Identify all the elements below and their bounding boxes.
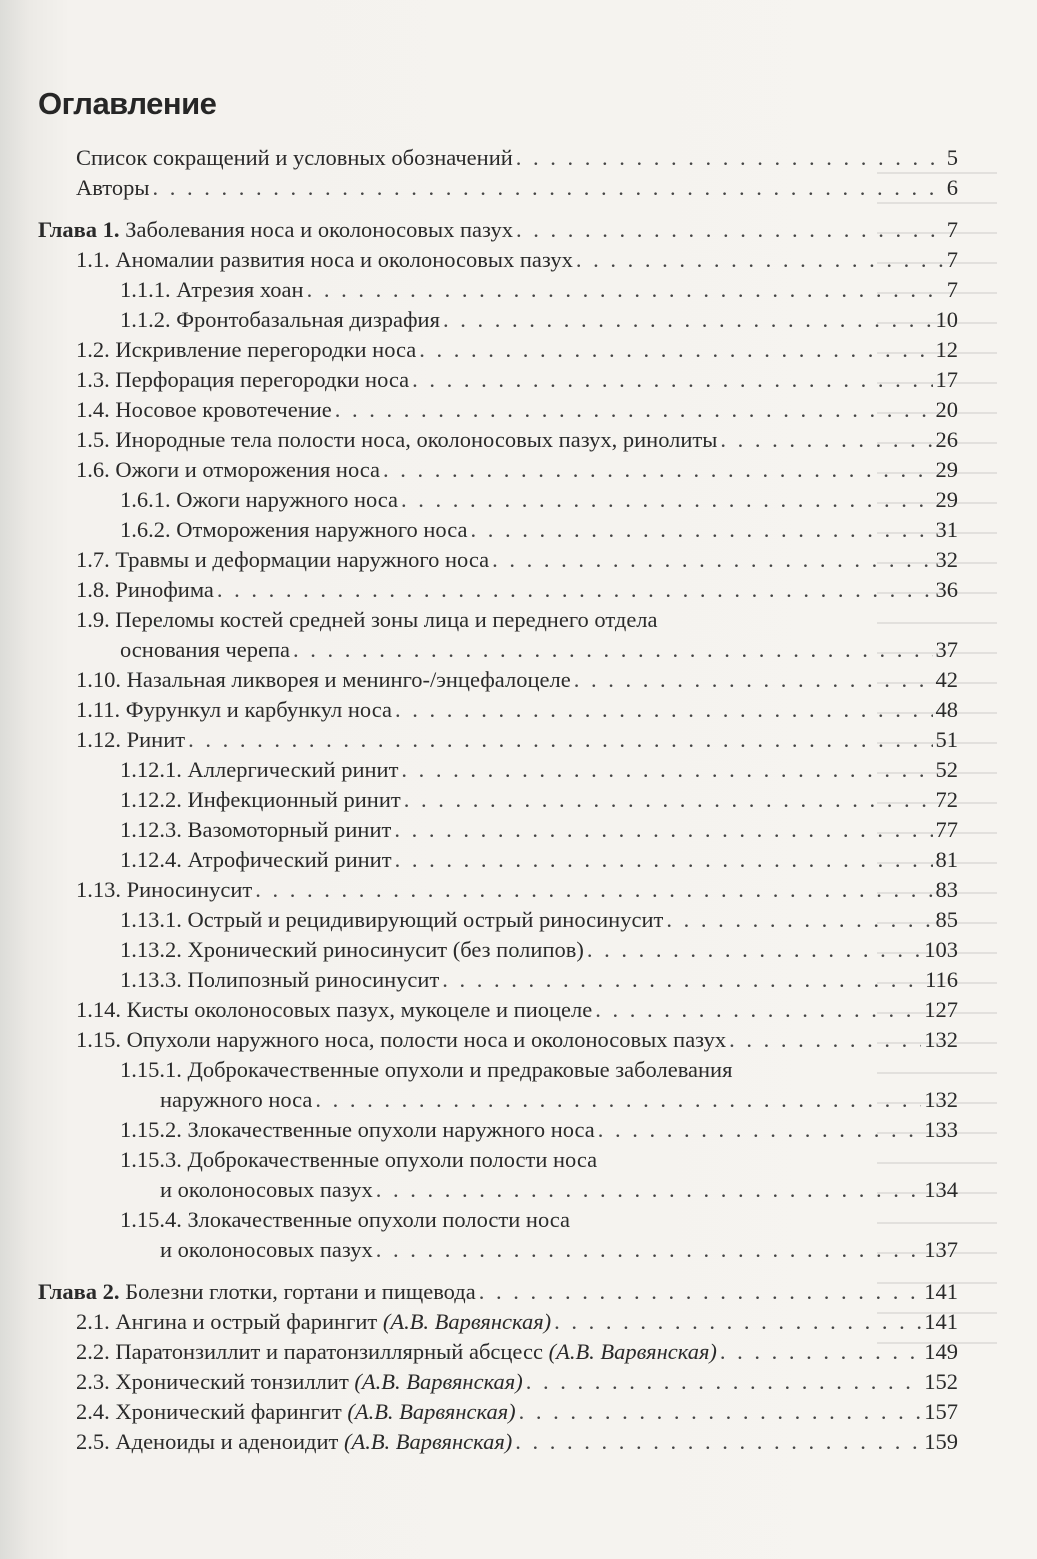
dot-leader	[720, 1337, 921, 1367]
toc-entry[interactable]	[38, 1307, 958, 1337]
entry-title	[76, 575, 214, 605]
toc-entry[interactable]	[38, 1115, 958, 1145]
dot-leader	[595, 995, 921, 1025]
dot-leader	[729, 1025, 921, 1055]
entry-text: 1.15.2. Злокачественные опухоли наружного носа	[120, 1117, 595, 1142]
dot-leader	[383, 455, 932, 485]
entry-title	[76, 173, 149, 203]
toc-entry[interactable]	[38, 143, 958, 173]
page-number: 133	[924, 1117, 958, 1142]
page-number: 29	[935, 487, 958, 512]
toc-entry[interactable]	[38, 173, 958, 203]
dot-leader	[598, 1115, 921, 1145]
toc-entry[interactable]	[38, 905, 958, 935]
toc-entry[interactable]	[38, 1367, 958, 1397]
page-number: 141	[924, 1279, 958, 1304]
entry-title-continuation	[38, 1085, 958, 1115]
entry-text: 1.13. Риносинусит	[76, 877, 253, 902]
dot-leader	[404, 785, 933, 815]
toc-entry[interactable]	[38, 695, 958, 725]
entry-title	[120, 785, 401, 815]
dot-leader	[217, 575, 933, 605]
toc-entry[interactable]	[38, 365, 958, 395]
chapter-label: Глава 2.	[38, 1279, 120, 1304]
entry-title	[76, 365, 409, 395]
page-number: 127	[924, 997, 958, 1022]
entry-title	[76, 425, 717, 455]
toc-entry[interactable]	[38, 1025, 958, 1055]
page-number: 134	[924, 1177, 958, 1202]
page-number: 132	[924, 1027, 958, 1052]
dot-leader	[492, 545, 932, 575]
entry-text: 1.6.2. Отморожения наружного носа	[120, 517, 468, 542]
chapter-entry[interactable]	[38, 215, 958, 245]
entry-text: 1.5. Инородные тела полости носа, околоносовых пазух, ринолиты	[76, 427, 718, 452]
dot-leader	[519, 1397, 922, 1427]
toc-entry[interactable]	[38, 725, 958, 755]
entry-title	[120, 845, 392, 875]
entry-text: 2.1. Ангина и острый фарингит	[76, 1309, 378, 1334]
entry-text: 2.4. Хронический фарингит	[76, 1399, 342, 1424]
page-number: 85	[935, 907, 958, 932]
entry-title-line2: основания черепа	[120, 637, 291, 662]
toc-entry[interactable]	[38, 965, 958, 995]
entry-title	[76, 1367, 523, 1397]
toc-entry[interactable]	[38, 755, 958, 785]
entry-author: (А.В. Варвянская)	[347, 1399, 516, 1424]
page-number: 83	[935, 877, 958, 902]
entry-title-line2: наружного носа	[160, 1087, 313, 1112]
page-number: 10	[935, 307, 958, 332]
toc-entry[interactable]	[38, 995, 958, 1025]
entry-text: 1.4. Носовое кровотечение	[76, 397, 332, 422]
entry-title	[120, 905, 663, 935]
entry-title	[120, 275, 304, 305]
page-number: 26	[935, 427, 958, 452]
toc-entry[interactable]	[38, 1427, 958, 1457]
entry-title: 1.15.4. Злокачественные опухоли полости носа	[120, 1207, 570, 1232]
page-number: 7	[946, 277, 958, 302]
toc-entry[interactable]	[38, 275, 958, 305]
page-number: 20	[935, 397, 958, 422]
page-number: 52	[935, 757, 958, 782]
entry-title	[76, 695, 392, 725]
page-number: 137	[924, 1237, 958, 1262]
entry-text: 1.12.1. Аллергический ринит	[120, 757, 399, 782]
entry-title	[76, 1025, 726, 1055]
entry-title-continuation	[38, 635, 958, 665]
entry-text: Список сокращений и условных обозначений	[76, 145, 513, 170]
page-number: 157	[924, 1399, 958, 1424]
entry-title	[76, 875, 252, 905]
entry-text: 1.7. Травмы и деформации наружного носа	[76, 547, 490, 572]
toc-entry[interactable]	[38, 785, 958, 815]
dot-leader	[376, 1175, 921, 1205]
entry-title	[120, 1115, 595, 1145]
entry-title	[120, 935, 584, 965]
dot-leader	[152, 173, 943, 203]
dot-leader	[443, 305, 933, 335]
dot-leader	[394, 815, 932, 845]
toc-entry[interactable]	[38, 665, 958, 695]
toc-entry[interactable]	[38, 335, 958, 365]
entry-author: (А.В. Варвянская)	[382, 1309, 552, 1334]
dot-leader	[315, 1085, 921, 1115]
entry-title: 1.15.3. Доброкачественные опухоли полости носа	[120, 1147, 598, 1172]
dot-leader	[395, 845, 933, 875]
entry-text: 1.13.1. Острый и рецидивирующий острый риносинусит	[120, 907, 664, 932]
entry-title	[76, 455, 380, 485]
entry-title	[76, 1397, 516, 1427]
entry-text: 1.14. Кисты околоносовых пазух, мукоцеле и пиоцеле	[76, 997, 593, 1022]
entry-title	[38, 215, 513, 245]
entry-text: Болезни глотки, гортани и пищевода	[119, 1279, 476, 1304]
entry-text: 1.6.1. Ожоги наружного носа	[120, 487, 399, 512]
entry-text: 1.2. Искривление перегородки носа	[76, 337, 417, 362]
entry-text: Авторы	[76, 175, 150, 200]
dot-leader	[479, 1277, 922, 1307]
toc-entry[interactable]	[38, 545, 958, 575]
chapter-label: Глава 1.	[38, 217, 120, 242]
entry-title-line2: и околоносовых пазух	[160, 1177, 373, 1202]
page-number: 132	[924, 1087, 958, 1112]
entry-title	[76, 143, 513, 173]
entry-text: Заболевания носа и околоносовых пазух	[119, 217, 513, 242]
page-number: 77	[935, 817, 958, 842]
dot-leader	[516, 143, 944, 173]
dot-leader	[526, 1367, 922, 1397]
dot-leader	[576, 245, 944, 275]
entry-title: 1.9. Переломы костей средней зоны лица и переднего отдела	[76, 607, 658, 632]
entry-title	[76, 1337, 717, 1367]
page-number: 17	[935, 367, 958, 392]
entry-text: 1.13.2. Хронический риносинусит (без полипов)	[120, 937, 584, 962]
dot-leader	[515, 1427, 921, 1457]
toc-entry[interactable]	[38, 575, 958, 605]
entry-text: 2.5. Аденоиды и аденоидит	[76, 1429, 339, 1454]
toc-entry[interactable]	[38, 875, 958, 905]
entry-text: 1.1.1. Атрезия хоан	[120, 277, 304, 302]
entry-text: 1.1. Аномалии развития носа и околоносовых пазух	[76, 247, 573, 272]
page-title: Оглавление	[38, 86, 217, 121]
entry-title	[38, 1277, 476, 1307]
page-number: 72	[935, 787, 958, 812]
dot-leader	[666, 905, 932, 935]
entry-title	[76, 245, 573, 275]
page-number: 141	[924, 1309, 958, 1334]
toc-entry[interactable]	[38, 1397, 958, 1427]
dot-leader	[376, 1235, 921, 1265]
entry-title	[120, 305, 440, 335]
entry-author: (А.В. Варвянская)	[354, 1369, 523, 1394]
toc-entry[interactable]	[38, 515, 958, 545]
dot-leader	[516, 215, 944, 245]
entry-title-continuation	[38, 1235, 958, 1265]
entry-title: 1.15.1. Доброкачественные опухоли и предраковые заболевания	[120, 1057, 733, 1082]
toc-entry[interactable]	[38, 845, 958, 875]
toc-entry[interactable]	[38, 455, 958, 485]
entry-text: 1.12.2. Инфекционный ринит	[120, 787, 401, 812]
dot-leader	[293, 635, 932, 665]
page-number: 31	[935, 517, 958, 542]
entry-title	[76, 335, 416, 365]
entry-text: 1.10. Назальная ликворея и менинго-/энцефалоцеле	[76, 667, 571, 692]
entry-title	[120, 515, 467, 545]
dot-leader	[395, 695, 933, 725]
entry-text: 2.2. Паратонзиллит и паратонзиллярный абсцесс	[76, 1339, 543, 1364]
dot-leader	[401, 755, 932, 785]
toc-entry[interactable]	[38, 245, 958, 275]
page-number: 7	[946, 217, 958, 242]
dot-leader	[412, 365, 932, 395]
page-number: 6	[946, 175, 958, 200]
toc-entry[interactable]	[38, 1205, 958, 1265]
entry-text: 1.12. Ринит	[76, 727, 186, 752]
entry-title	[120, 965, 439, 995]
entry-author: (А.В. Варвянская)	[343, 1429, 513, 1454]
page-number: 116	[925, 967, 958, 992]
entry-title	[120, 815, 391, 845]
dot-leader	[720, 425, 932, 455]
entry-title	[120, 485, 398, 515]
page-number: 5	[946, 145, 958, 170]
toc-entry[interactable]	[38, 485, 958, 515]
dot-leader	[335, 395, 933, 425]
page-number: 48	[935, 697, 958, 722]
entry-text: 1.11. Фурункул и карбункул носа	[76, 697, 392, 722]
page-number: 37	[935, 637, 958, 662]
page-number: 42	[935, 667, 958, 692]
entry-author: (А.В. Варвянская)	[548, 1339, 717, 1364]
dot-leader	[442, 965, 922, 995]
entry-text: 1.8. Ринофима	[76, 577, 214, 602]
entry-text: 1.13.3. Полипозный риносинусит	[120, 967, 440, 992]
toc-entry[interactable]	[38, 1337, 958, 1367]
entry-text: 1.6. Ожоги и отморожения носа	[76, 457, 381, 482]
entry-title	[76, 395, 332, 425]
entry-text: 1.15. Опухоли наружного носа, полости носа и околоносовых пазух	[76, 1027, 727, 1052]
entry-title-continuation	[38, 1175, 958, 1205]
entry-text: 1.12.4. Атрофический ринит	[120, 847, 392, 872]
entry-title	[76, 995, 592, 1025]
dot-leader	[307, 275, 944, 305]
dot-leader	[255, 875, 932, 905]
dot-leader	[188, 725, 932, 755]
entry-text: 1.1.2. Фронтобазальная дизрафия	[120, 307, 440, 332]
page-number: 152	[924, 1369, 958, 1394]
entry-title	[76, 1307, 551, 1337]
chapter-entry[interactable]	[38, 1277, 958, 1307]
toc-entry[interactable]	[38, 1055, 958, 1115]
page-number: 32	[935, 547, 958, 572]
page-number: 103	[924, 937, 958, 962]
page-number: 12	[935, 337, 958, 362]
dot-leader	[401, 485, 932, 515]
toc-entry[interactable]	[38, 815, 958, 845]
page-number: 51	[935, 727, 958, 752]
page-number: 149	[924, 1339, 958, 1364]
toc-entry[interactable]	[38, 605, 958, 665]
table-of-contents	[38, 143, 958, 1457]
toc-entry[interactable]	[38, 425, 958, 455]
entry-text: 2.3. Хронический тонзиллит	[76, 1369, 349, 1394]
entry-title-line2: и околоносовых пазух	[160, 1237, 373, 1262]
page-number: 159	[924, 1429, 958, 1454]
toc-entry[interactable]	[38, 935, 958, 965]
dot-leader	[587, 935, 921, 965]
entry-title	[76, 545, 489, 575]
dot-leader	[554, 1307, 921, 1337]
toc-entry[interactable]	[38, 395, 958, 425]
entry-title	[120, 755, 398, 785]
page-number: 29	[935, 457, 958, 482]
entry-text: 1.12.3. Вазомоторный ринит	[120, 817, 392, 842]
entry-text: 1.3. Перфорация перегородки носа	[76, 367, 410, 392]
entry-title	[76, 725, 185, 755]
page-number: 7	[946, 247, 958, 272]
toc-entry[interactable]	[38, 1145, 958, 1205]
page-number: 81	[935, 847, 958, 872]
dot-leader	[470, 515, 932, 545]
page-number: 36	[935, 577, 958, 602]
toc-entry[interactable]	[38, 305, 958, 335]
dot-leader	[419, 335, 932, 365]
dot-leader	[574, 665, 933, 695]
entry-title	[76, 1427, 512, 1457]
entry-title	[76, 665, 571, 695]
